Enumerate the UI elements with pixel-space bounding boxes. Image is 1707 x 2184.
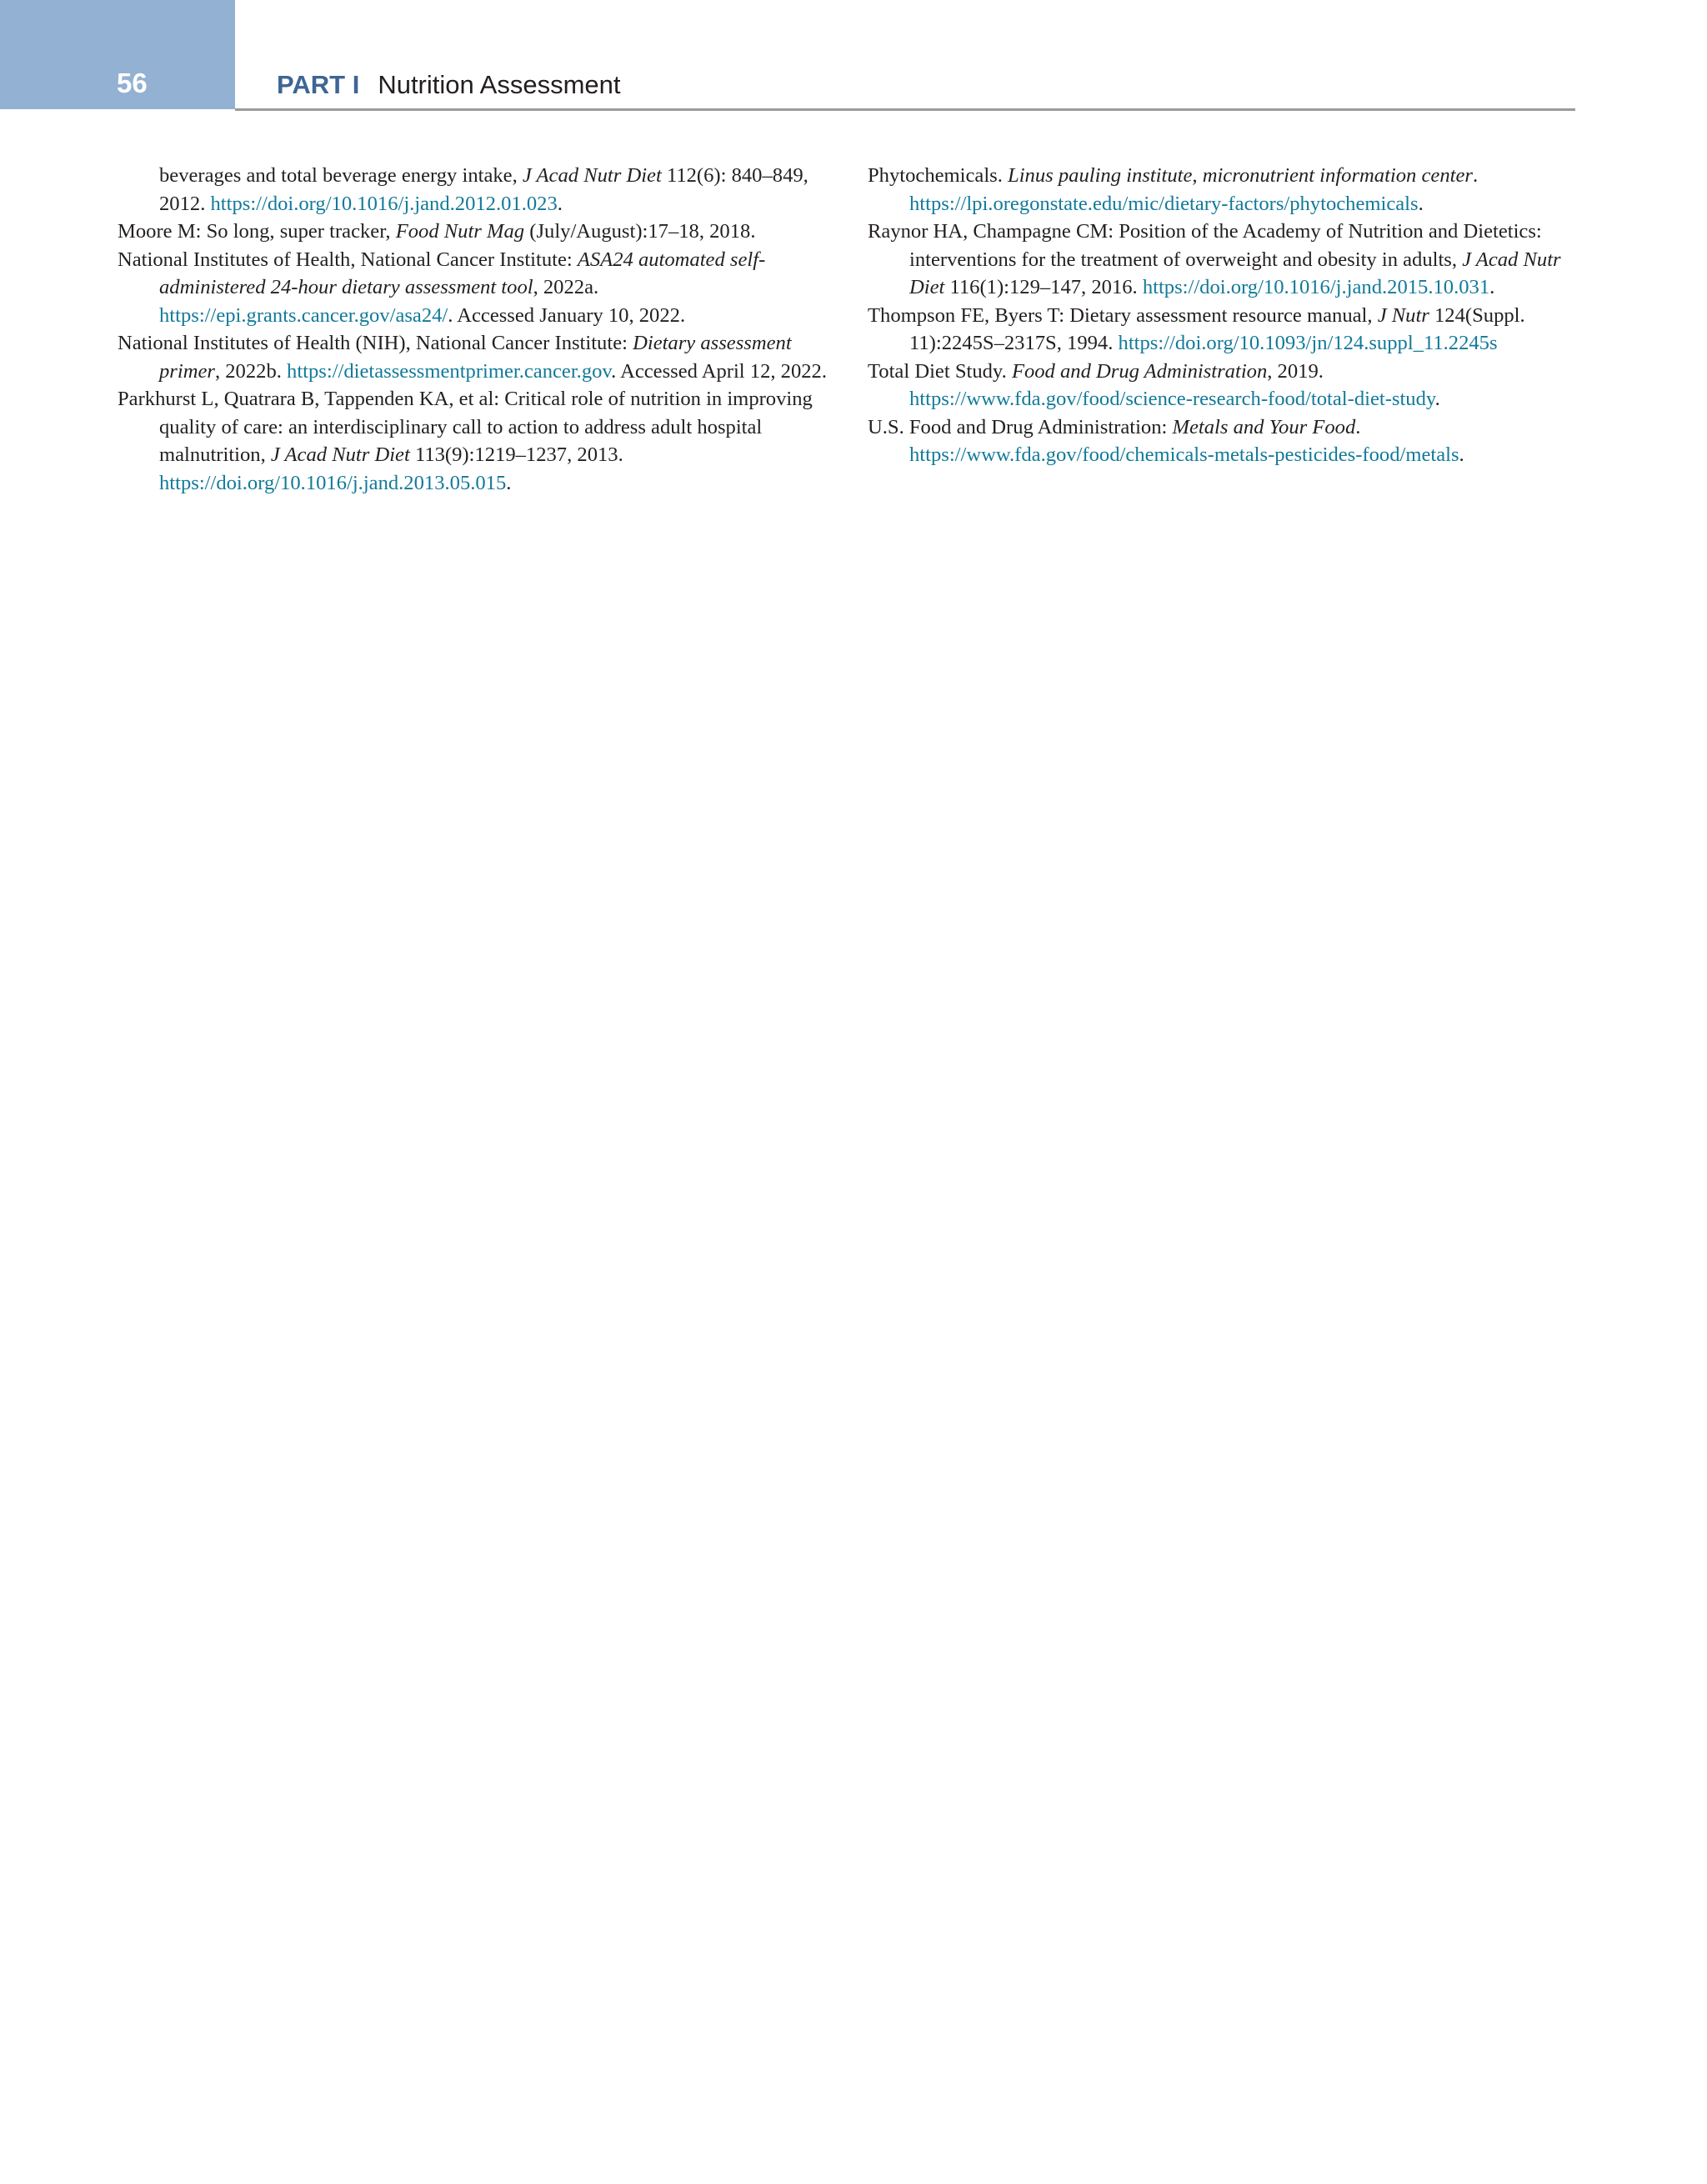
- reference-text: . Accessed April 12, 2022.: [611, 359, 828, 383]
- reference-text: Total Diet Study.: [868, 359, 1012, 383]
- section-title: Nutrition Assessment: [378, 70, 621, 99]
- reference-link[interactable]: https://doi.org/10.1016/j.jand.2013.05.015: [159, 471, 507, 494]
- reference-entry: [868, 413, 1584, 469]
- reference-title: Metals and Your Food: [1172, 415, 1356, 438]
- reference-text: Moore M: So long, super tracker,: [118, 220, 396, 243]
- reference-text: 112(6): 840–849, 2012.: [159, 164, 808, 215]
- reference-title: Dietary assessment primer: [159, 332, 792, 383]
- reference-text: Thompson FE, Byers T: Dietary assessment resource manual,: [868, 303, 1378, 327]
- reference-text: U.S. Food and Drug Administration:: [868, 415, 1173, 438]
- references-right-column: [868, 162, 1584, 469]
- reference-entry: [118, 329, 834, 385]
- references-left-column: [118, 162, 834, 497]
- reference-link[interactable]: https://www.fda.gov/food/chemicals-metals-pesticides-food/metals: [909, 443, 1459, 466]
- reference-text: , 2022a.: [533, 276, 599, 298]
- reference-journal: Food Nutr Mag: [395, 220, 525, 243]
- reference-title: ASA24 automated self-administered 24-hour dietary assessment tool: [159, 248, 766, 298]
- reference-journal: J Acad Nutr Diet: [522, 164, 662, 187]
- reference-text: .: [1459, 443, 1464, 466]
- reference-link[interactable]: https://dietassessmentprimer.cancer.gov: [287, 359, 612, 383]
- reference-text: . Accessed January 10, 2022.: [448, 303, 686, 327]
- reference-link[interactable]: https://lpi.oregonstate.edu/mic/dietary-factors/phytochemicals: [909, 192, 1419, 215]
- reference-entry: [868, 302, 1584, 358]
- reference-link[interactable]: https://www.fda.gov/food/science-research-food/total-diet-study: [909, 388, 1435, 410]
- header-rule: [235, 108, 1575, 111]
- reference-text: , 2022b.: [214, 359, 288, 383]
- reference-text: 124(Suppl. 11):2245S–2317S, 1994.: [909, 303, 1525, 354]
- reference-title: Linus pauling institute, micronutrient information center: [1008, 164, 1473, 187]
- part-label: PART I: [277, 70, 360, 99]
- reference-text: .: [1489, 276, 1495, 298]
- reference-link[interactable]: https://doi.org/10.1093/jn/124.suppl_11.2245s: [1118, 332, 1498, 354]
- reference-title: Food and Drug Administration: [1011, 359, 1268, 383]
- reference-entry: [118, 162, 834, 218]
- reference-text: .: [1472, 164, 1479, 187]
- reference-entry: [118, 246, 834, 330]
- reference-text: National Institutes of Health, National Cancer Institute:: [118, 248, 578, 271]
- running-head: [277, 72, 620, 98]
- reference-journal: J Acad Nutr Diet: [909, 248, 1561, 298]
- reference-text: 116(1):129–147, 2016.: [944, 276, 1143, 298]
- reference-text: , 2019.: [1267, 359, 1324, 383]
- reference-journal: J Nutr: [1377, 303, 1429, 327]
- reference-text: .: [506, 471, 512, 494]
- reference-text: .: [1434, 388, 1440, 410]
- reference-entry: [868, 358, 1584, 413]
- reference-entry: [868, 218, 1584, 302]
- reference-entry: [118, 385, 834, 497]
- reference-text: 113(9):1219–1237, 2013.: [409, 443, 623, 466]
- reference-link[interactable]: https://doi.org/10.1016/j.jand.2015.10.031: [1142, 276, 1490, 298]
- reference-link[interactable]: https://epi.grants.cancer.gov/asa24/: [159, 303, 448, 327]
- reference-text: National Institutes of Health (NIH), National Cancer Institute:: [118, 332, 633, 354]
- reference-text: (July/August):17–18, 2018.: [524, 220, 756, 243]
- reference-text: .: [1418, 192, 1424, 215]
- reference-entry: [118, 218, 834, 246]
- reference-entry: [868, 162, 1584, 218]
- reference-journal: J Acad Nutr Diet: [270, 443, 410, 466]
- reference-text: beverages and total beverage energy intake,: [159, 164, 523, 187]
- reference-text: Parkhurst L, Quatrara B, Tappenden KA, et al: Critical role of nutrition in improving quality of care: an interdisciplinary call to action to address adult hospital malnutrition,: [118, 388, 813, 466]
- reference-text: Phytochemicals.: [868, 164, 1009, 187]
- reference-text: Raynor HA, Champagne CM: Position of the Academy of Nutrition and Dietetics: interventions for the treatment of overweight and obesity in adults,: [868, 220, 1542, 271]
- page-number: 56: [117, 68, 148, 98]
- reference-text: .: [1355, 415, 1361, 438]
- reference-link[interactable]: https://doi.org/10.1016/j.jand.2012.01.023: [210, 192, 558, 215]
- reference-text: .: [557, 192, 563, 215]
